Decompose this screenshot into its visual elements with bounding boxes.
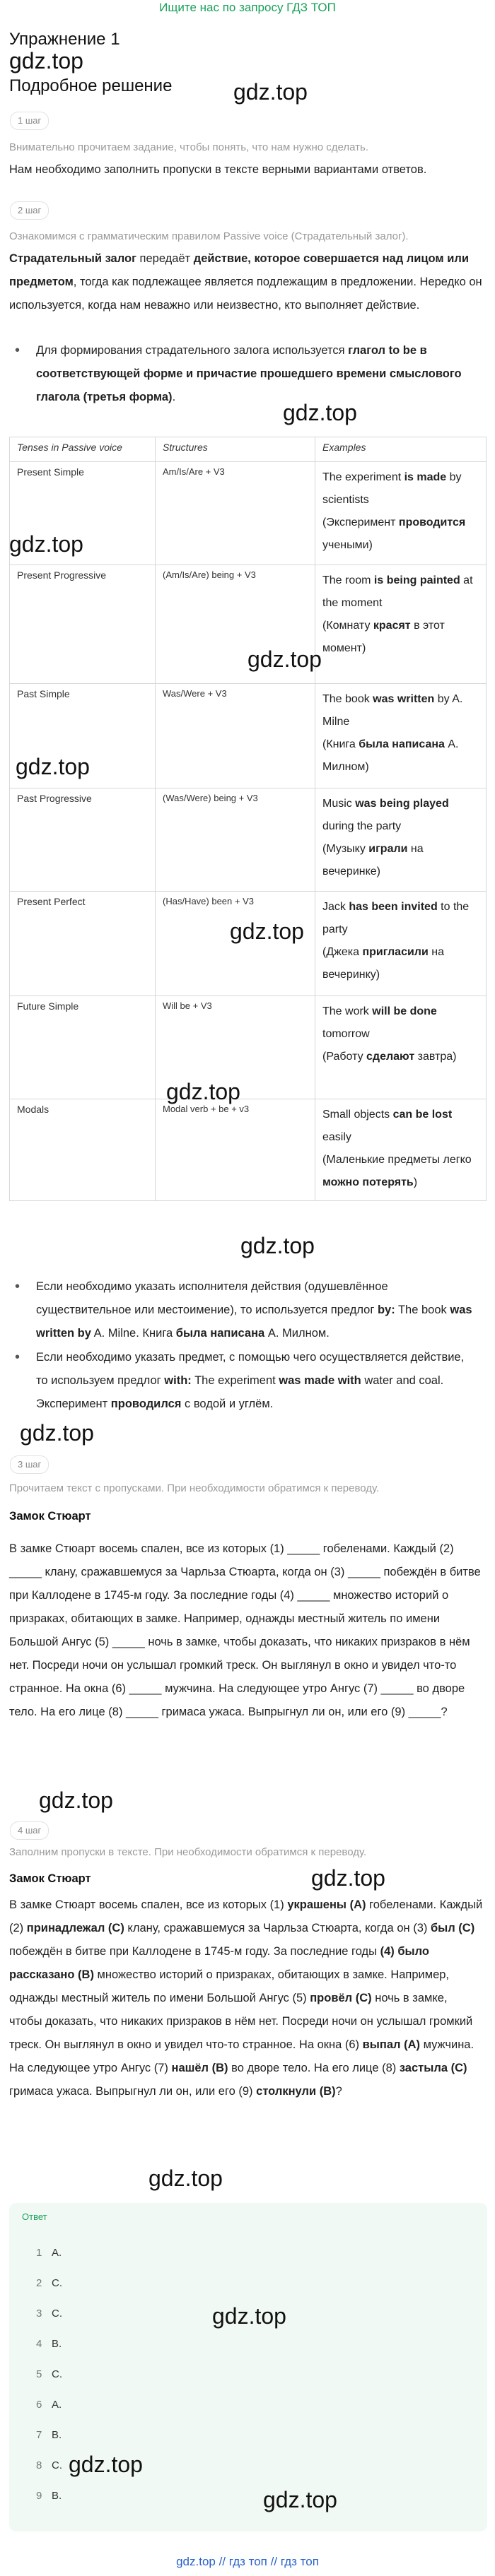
castle-filled-text: В замке Стюарт восемь спален, все из которых (1) украшены (А) гобеленами. Каждый (2) принадлежал (С) клану, сражавшемуся за Чарльза Стюарта, когда он (3) был (С) побеждён в битве при Каллодене в 1745-м году. За последние годы (4) было рассказано (В) множество историй о призраках, обитающих в замке. Например, однажды местный житель по имени Большой Ангус (5) провёл (С) ночь в замке, чтобы доказать, что никаких призраков в нём нет. Посреди ночи он услышал громкий треск. Он выглянул в окно и увидел что-то странное. На окна (6) выпал (А) мужчина. На следующее утро Ангус (7) нашёл (В) во дворе тело. На его лице (8) застыла (С) гримаса ужаса. Выпрыгнул ли он, или его (9) столкнули (В)? [9, 1898, 483, 2098]
castle-title: Замок Стюарт [9, 1510, 91, 1523]
header-examples: Examples [315, 437, 487, 462]
bullet-dot-icon: • [15, 1279, 21, 1294]
watermark: gdz.top [248, 646, 322, 672]
bullet-emphasis: глагол to be в соответствующей форме и причастие прошедшего времени смыслового глагола (третья форма) [36, 344, 462, 403]
castle-gap-text: В замке Стюарт восемь спален, все из которых (1) _____ гобеленами. Каждый (2) _____ клану, сражавшемуся за Чарльза Стюарта, когда он (3) _____ побеждён в битве при Каллодене в 1745-м году. За последние годы (4) _____ множество историй о призраках, обитающих в замке. Например, однажды местный житель по имени Большой Ангус (5) _____ ночь в замке, чтобы доказать, что никаких призраков в нём нет. Посреди ночи он услышал громкий треск. Он выглянул в окно и увидел что-то странное. На окна (6) _____ мужчина. На следующее утро Ангус (7) _____ во дворе тело. На его лице (8) _____ гримаса ужаса. Выпрыгнул ли он, или его (9) _____? [9, 1542, 481, 1718]
step3-instruction: Прочитаем текст с пропусками. При необходимости обратимся к переводу. [9, 1482, 380, 1494]
bullet-text: Для формирования страдательного залога используется [36, 344, 349, 357]
watermark: gdz.top [230, 918, 304, 944]
tense-cell: Present Perfect [10, 892, 156, 996]
example-cell: The experiment is made by scientists (Эксперимент проводится учеными) [315, 462, 487, 565]
tense-cell: Modals [10, 1099, 156, 1201]
tense-cell: Past Simple [10, 684, 156, 788]
step-badge-3: 3 шаг [10, 1455, 49, 1474]
answer-item: 2 C. [36, 2277, 62, 2289]
example-cell: Jack has been invited to the party (Джека пригласили на вечеринку) [315, 892, 487, 996]
step1-instruction: Внимательно прочитаем задание, чтобы понять, что нам нужно сделать. [9, 141, 369, 153]
answer-item: 3 C. [36, 2308, 62, 2320]
watermark: gdz.top [9, 531, 83, 557]
example-cell: The book was written by A. Milne (Книга была написана А. Милном) [315, 684, 487, 788]
rule-term: Страдательный залог [9, 252, 136, 265]
page-title: Упражнение 1 [9, 30, 120, 49]
structure-cell: Am/Is/Are + V3 [156, 462, 315, 565]
castle-title-2: Замок Стюарт [9, 1872, 91, 1885]
bullet-by: • Если необходимо указать исполнителя действия (одушевлённое существительное или местоимение), то используется предлог by: The book was written by A. Milne. Книга была написана А. Милном. [9, 1275, 476, 1345]
footer-links[interactable]: gdz.top // гдз топ // гдз топ [176, 2555, 319, 2568]
step-badge-1: 1 шаг [10, 112, 49, 130]
watermark: gdz.top [148, 2166, 223, 2191]
structure-cell: Modal verb + be + v3 [156, 1099, 315, 1201]
watermark: gdz.top [9, 48, 83, 73]
bullet-formation [9, 339, 476, 409]
table-row [10, 996, 487, 1099]
watermark: gdz.top [212, 2303, 286, 2329]
bullet-with: • Если необходимо указать предмет, с помощью чего осуществляется действие, то используем предлог with: The experiment was made with water and coal. Эксперимент проводился с водой и углём. [9, 1346, 476, 1416]
example-cell: The room is being painted at the moment (Комнату красят в этот момент) [315, 565, 487, 684]
tense-cell: Present Simple [10, 462, 156, 565]
step4-instruction: Заполним пропуски в тексте. При необходимости обратимся к переводу. [9, 1846, 367, 1858]
answer-item: 6 A. [36, 2399, 62, 2411]
tense-cell: Present Progressive [10, 565, 156, 684]
bullet-text: . [172, 391, 176, 403]
answer-label: Ответ [22, 2211, 47, 2222]
solution-title: Подробное решение [9, 76, 173, 95]
structure-cell: (Am/Is/Are) being + V3 [156, 565, 315, 684]
watermark: gdz.top [69, 2452, 143, 2477]
answer-item: 9 B. [36, 2490, 62, 2502]
answer-item: 1 A. [36, 2247, 62, 2259]
watermark: gdz.top [283, 400, 357, 425]
step2-instruction: Ознакомимся с грамматическим правилом Passive voice (Страдательный залог). [9, 230, 409, 242]
table-row [10, 788, 487, 892]
rule-text: передаёт [136, 252, 194, 265]
bullet-dot-icon: • [15, 1349, 21, 1365]
watermark: gdz.top [20, 1420, 94, 1446]
watermark: gdz.top [311, 1865, 385, 1891]
answer-item: 5 C. [36, 2368, 62, 2380]
bullet-dot-icon: • [15, 343, 21, 358]
step-badge-2: 2 шаг [10, 201, 49, 220]
structure-cell: Was/Were + V3 [156, 684, 315, 788]
answer-box [9, 2203, 487, 2531]
header-structures: Structures [156, 437, 315, 462]
watermark: gdz.top [16, 754, 90, 779]
header-tenses: Tenses in Passive voice [10, 437, 156, 462]
watermark: gdz.top [39, 1788, 113, 1813]
answer-item: 8 C. [36, 2459, 62, 2471]
rule-paragraph [9, 247, 483, 317]
watermark: gdz.top [166, 1079, 240, 1104]
answer-item: 4 B. [36, 2338, 62, 2350]
rule-emphasis: действие, которое совершается над лицом или предметом [9, 252, 469, 288]
example-cell: Small objects can be lost easily (Маленькие предметы легко можно потерять) [315, 1099, 487, 1201]
example-cell: The work will be done tomorrow (Работу сделают завтра) [315, 996, 487, 1099]
rule-text: , тогда как подлежащее является подлежащим в предложении. Нередко он используется, когда нам неважно или неизвестно, кто выполняет действие. [9, 276, 482, 312]
tense-cell: Past Progressive [10, 788, 156, 892]
step-badge-4: 4 шаг [10, 1821, 49, 1840]
answer-item: 7 B. [36, 2429, 62, 2441]
search-hint-link[interactable]: Ищите нас по запросу ГДЗ ТОП [159, 1, 336, 14]
example-cell: Music was being played during the party (Музыку играли на вечеринке) [315, 788, 487, 892]
table-header-row [10, 437, 487, 462]
structure-cell: (Was/Were) being + V3 [156, 788, 315, 892]
structure-cell: (Has/Have) been + V3 [156, 892, 315, 996]
watermark: gdz.top [263, 2487, 337, 2512]
watermark: gdz.top [240, 1233, 315, 1258]
step1-text: Нам необходимо заполнить пропуски в тексте верными вариантами ответов. [9, 163, 427, 176]
table-row [10, 1099, 487, 1201]
watermark: gdz.top [233, 79, 308, 105]
tense-cell: Future Simple [10, 996, 156, 1099]
structure-cell: Will be + V3 [156, 996, 315, 1099]
